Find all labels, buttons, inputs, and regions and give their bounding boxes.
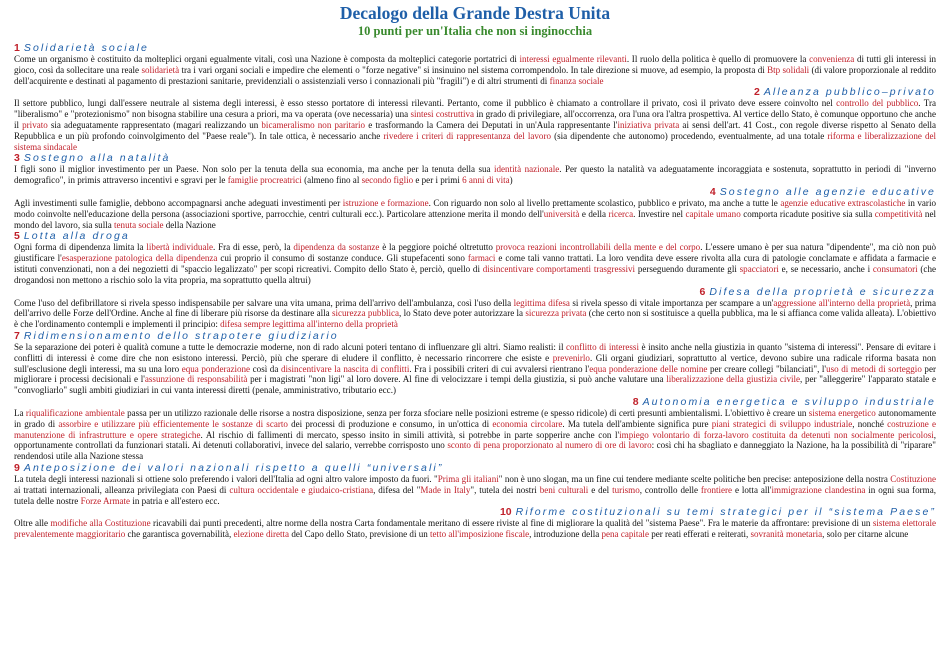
document	[14, 0, 936, 540]
highlighted-text: finanza sociale	[549, 75, 604, 86]
body-text: , solo per citarne alcune	[822, 529, 909, 540]
body-text: dei processi di produzione e consumo, in un'ottica di	[287, 418, 493, 429]
highlighted-text: sconto di pena proporzionato al numero di ore di lavoro	[447, 440, 652, 451]
body-text: La	[14, 407, 26, 418]
highlighted-text: impiego volontario di forza-lavoro costituita da detenuti non socialmente pericolosi	[619, 429, 934, 440]
section-10	[14, 506, 936, 540]
body-text: è insito anche nella giustizia in quanto "sistema di interessi". Pensare di evitare i conflitti di interessi è come dire che non esistono interessi. Perciò, più che sperare di eludere il conflitto, è necessario rincorrere che esiste e	[14, 341, 936, 363]
section-3	[14, 152, 936, 186]
section-heading	[14, 152, 936, 164]
highlighted-text: controllo del pubblico	[836, 98, 919, 109]
body-text: e del	[588, 484, 613, 495]
body-text: per reati efferati e reiterati,	[648, 529, 751, 540]
body-text: , controllo delle	[639, 484, 701, 495]
section-heading	[14, 186, 936, 198]
highlighted-text: assorbire e utilizzare più efficientemente le sostanze di scarto	[58, 418, 288, 429]
section-body	[14, 342, 936, 396]
highlighted-text: legittima difesa	[513, 297, 570, 308]
section-title: Alleanza pubblico–privato	[763, 86, 936, 99]
body-text: di tutti gli interessi in gioco, così da sollecitare una reale	[14, 54, 936, 75]
section-title: Difesa della proprietà e sicurezza	[709, 285, 936, 298]
highlighted-text: capitale umano	[685, 208, 741, 219]
body-text: e per i primi	[413, 175, 463, 186]
highlighted-text: famiglie procreatrici	[227, 175, 302, 186]
body-text: per i magistrati "non ligi" al loro dovere. Al fine di velocizzare i tempi della giustizia, si può anche valutare una	[247, 374, 667, 385]
body-text: tra i vari organi sociali e impedire che elementi o "forze negative" si insinuino nel sistema corrompendolo. In tale direzione si muove, ad esempio, la proposta di	[179, 64, 768, 75]
section-7	[14, 330, 936, 396]
highlighted-text: liberalizzazione della giustizia civile	[666, 374, 801, 385]
section-6	[14, 286, 936, 330]
highlighted-text: cultura occidentale e giudaico-cristiana	[229, 484, 374, 495]
section-body	[14, 408, 936, 462]
highlighted-text: Prima gli italiani	[437, 473, 499, 484]
body-text: e trasformando la Camera dei Deputati in un'Aula rappresentante l'	[365, 119, 618, 130]
section-title: Anteposizione dei valori nazionali rispetto a quelli “universali”	[23, 461, 444, 474]
section-body	[14, 518, 936, 540]
highlighted-text: riforma e liberalizzazione del sistema sindacale	[14, 130, 936, 152]
body-text: perseguendo duramente gli	[635, 263, 740, 274]
highlighted-text: difesa sempre legittima all'interno della proprietà	[220, 319, 398, 330]
body-text: del Capo dello Stato, previsione di un	[289, 529, 431, 540]
section-body	[14, 242, 936, 285]
body-text: e lotta all'	[732, 484, 772, 495]
highlighted-text: frontiere	[700, 484, 733, 495]
highlighted-text: agenzie educative extrascolastiche	[780, 197, 906, 208]
highlighted-text: ricerca	[608, 208, 634, 219]
section-1	[14, 42, 936, 86]
body-text: (che certo non si sostituisce a quella pubblica, ma le si affianca come valida alleata). L'obiettivo è che l'ordinamento contempli e implementi il principio:	[14, 308, 937, 330]
section-heading	[14, 330, 936, 342]
highlighted-text: disincentivare la nascita di conflitti	[280, 363, 410, 374]
highlighted-text: 6 anni di vita	[462, 175, 510, 186]
body-text: e, se necessario, anche i	[778, 263, 873, 274]
body-text: per migliorare i processi decisionali e l'	[14, 363, 936, 385]
highlighted-text: convenienza	[809, 54, 855, 64]
body-text: ricavabili dai punti precedenti, altre norme della nostra Carta fondamentale meritano di essere riviste al fine di migliorare la qualità del "sistema Paese". Fra le materie da affrontare: previsione di un	[150, 518, 873, 529]
page-title: Decalogo della Grande Destra Unita	[339, 3, 611, 23]
highlighted-text: economia circolare	[492, 418, 563, 429]
section-title: Sostegno alla natalità	[23, 152, 171, 165]
highlighted-text: spacciatori	[739, 263, 779, 274]
highlighted-text: sicurezza privata	[525, 308, 587, 319]
section-heading	[14, 86, 936, 98]
highlighted-text: immigrazione clandestina	[771, 484, 866, 495]
highlighted-text: provoca reazioni incontrollabili della mente e del corpo	[495, 242, 701, 253]
section-number: 7	[14, 329, 20, 342]
body-text: . Fra di esse, però, la	[213, 242, 294, 253]
highlighted-text: dipendenza da sostanze	[293, 242, 380, 253]
body-text: I figli sono il miglior investimento per un Paese. Non solo per la tenuta della sua economia, ma anche per la tenuta della sua	[14, 164, 494, 175]
section-body	[14, 474, 936, 506]
highlighted-text: conflitto di interessi	[566, 341, 639, 352]
body-text: , lo Stato deve poter autorizzare la	[399, 308, 526, 319]
highlighted-text: Btp solidali	[767, 64, 810, 75]
highlighted-text: identità nazionale	[494, 164, 560, 175]
body-text: " non è uno slogan, ma un fine cui tendere mediante scelte politiche ben precise: anteposizione della nostra	[498, 473, 891, 484]
highlighted-text: consumatori	[872, 263, 918, 274]
highlighted-text: beni culturali	[539, 484, 589, 495]
body-text: , nonché	[852, 418, 888, 429]
body-text: Come un organismo è costituito da molteplici organi egualmente vitali, così una Nazione è composta da molteplici categorie portatrici di	[14, 54, 520, 64]
section-title: Sostegno alle agenzie educative	[719, 185, 936, 198]
highlighted-text: sovranità monetaria	[750, 529, 823, 540]
highlighted-text: Costituzione	[890, 473, 936, 484]
body-text: Il settore pubblico, lungi dall'essere neutrale al sistema degli interessi, è esso stesso portatore di interessi rilevanti. Pertanto, come il pubblico è chiamato a controllare il privato, così il privato deve essere coinvolto nel	[14, 98, 837, 109]
highlighted-text: turismo	[612, 484, 640, 495]
highlighted-text: costruzione e manutenzione di infrastrutture e opere strategiche	[14, 418, 936, 440]
section-body	[14, 98, 936, 152]
section-2	[14, 86, 936, 152]
section-4	[14, 186, 936, 230]
body-text: si rivela spesso di vitale importanza per scampare a un'	[569, 297, 774, 308]
body-text: e come tali vanno trattati. La loro vendita deve essere rivolta alla cura di patologie conclamate e affidata a farmacie e istituti convenzionati, non a dei negozietti di "spaccio legalizzato" per scopi ricreativi. Compito dello Stato è, perciò, quello di	[14, 253, 936, 274]
section-number: 5	[14, 230, 20, 243]
section-heading	[14, 396, 936, 408]
body-text: La tutela degli interessi nazionali si ottiene solo preferendo i valori dell'Italia ad ogni altro valore imposto da fuori. "	[14, 473, 438, 484]
highlighted-text: riqualificazione ambientale	[25, 407, 125, 418]
section-title: Autonomia energetica e sviluppo industriale	[642, 395, 936, 408]
body-text: per creare collegi "bilanciati", l'	[707, 363, 827, 374]
body-text: Come l'uso del defibrillatore si rivela spesso indispensabile per salvare una vita umana, prima dell'arrivo dell'ambulanza, così l'uso della	[14, 297, 514, 308]
body-text: in ogni sua forma, tutela delle nostre	[14, 484, 936, 506]
section-body	[14, 198, 936, 230]
body-text: . Con riguardo non solo al livello prettamente scolastico, pubblico e privato, ma anche a tutte le	[428, 197, 781, 208]
section-number: 1	[14, 42, 20, 54]
section-number: 4	[709, 185, 716, 198]
highlighted-text: sistema energetico	[808, 407, 876, 418]
section-body	[14, 54, 936, 86]
body-text: , prima dell'arrivo delle Forze dell'Ordine. Anche al fine di liberare più risorse da destinare alla	[14, 297, 936, 319]
section-number: 9	[14, 461, 20, 474]
body-text: ai trattati internazionali, alleanza privilegiata con Paesi di	[14, 484, 230, 495]
body-text: : così chi ha sbagliato e danneggiato la Nazione, ha la possibilità di "riparare" rendendosi utile alla Nazione stessa	[14, 440, 936, 462]
section-number: 3	[14, 152, 20, 165]
body-text: è la peggiore poiché oltretutto	[379, 242, 496, 253]
body-text: . Gli organi giudiziari, soprattutto al vertice, devono subire una radicale riforma basata non sull'esclusione degli interessi, ma su una loro	[14, 352, 936, 374]
body-text: . Tra "liberalismo" e "protezionismo" non bisogna stabilire una cesura a priori, ma va operata (ove necessaria) una	[14, 98, 936, 120]
highlighted-text: sistema elettorale prevalentemente maggioritario	[14, 518, 937, 540]
body-text: e della	[579, 208, 609, 219]
highlighted-text: modifiche alla Costituzione	[50, 518, 151, 529]
highlighted-text: aggressione all'interno della proprietà	[773, 297, 911, 308]
body-text: . Il ruolo della politica è quello di promuovere la	[626, 54, 810, 64]
body-text: cui proprio il consumo di sostanze conduce. Gli stupefacenti sono	[217, 253, 468, 264]
highlighted-text: rivedere i criteri di rappresentanza del lavoro	[383, 130, 551, 141]
body-text: autonomamente in grado di	[14, 407, 936, 429]
highlighted-text: tenuta sociale	[114, 219, 164, 230]
section-title: Solidarietà sociale	[23, 42, 149, 54]
section-body	[14, 164, 936, 186]
body-text: (di valore proporzionale al reddito dell'acquirente e destinati al pagamento di prestazioni sanitarie, previdenziali o assistenziali verso i connazionali più "fragili") e di altri strumenti di	[14, 64, 937, 86]
body-text: Ogni forma di dipendenza limita la	[14, 242, 147, 253]
body-text: della Nazione	[163, 219, 216, 230]
highlighted-text: solidarietà	[141, 64, 180, 75]
body-text: )	[509, 175, 513, 186]
body-text: , introduzione della	[529, 529, 602, 540]
body-text: passa per un utilizzo razionale delle risorse a nostra disposizione, senza per forza sfociare nelle posizioni estreme (e spesso ridicole) di certi presunti ambientalismi. L'obiettivo è creare un	[124, 407, 809, 418]
section-number: 6	[699, 285, 706, 298]
highlighted-text: tetto all'imposizione fiscale	[430, 529, 530, 540]
body-text: ai sensi dell'art. 41 Cost., con regole diverse rispetto al Senato della Repubblica e un più profondo coinvolgimento del "Paese reale"). In tale ottica, è necessario anche	[14, 119, 937, 141]
body-text: Se la separazione dei poteri è qualità comune a tutte le democrazie moderne, non di rado alcuni poteri tentano di influenzare gli altri. Siamo realisti: il	[14, 341, 567, 352]
body-text: sia adeguatamente rappresentato (magari realizzando un	[47, 119, 262, 130]
highlighted-text: libertà individuale	[146, 242, 214, 253]
body-text: nel mondo del lavoro, sia sulla	[14, 208, 936, 230]
highlighted-text: sicurezza pubblica	[331, 308, 400, 319]
body-text: (che drogandosi non mettono a rischio solo la vita propria, ma soprattutto quella altrui)	[14, 263, 936, 285]
page-subtitle: 10 punti per un'Italia che non si inginocchia	[357, 24, 593, 38]
body-text: . Fra i possibili criteri di cui avvalersi rientrano l'	[409, 363, 590, 374]
highlighted-text: Made in Italy	[420, 484, 471, 495]
highlighted-text: uso di metodi di sorteggio	[826, 363, 922, 374]
body-text: , opportunamente controllati da funzionari statali. Ai detenuti collaborativi, invece del salario, verrebbe corrisposto uno	[14, 429, 937, 451]
section-title: Lotta alla droga	[23, 230, 130, 243]
highlighted-text: bicameralismo non paritario	[261, 119, 366, 130]
highlighted-text: pena capitale	[601, 529, 649, 540]
highlighted-text: sintesi costruttiva	[410, 109, 475, 120]
body-text: , difesa del "	[373, 484, 421, 495]
body-text: Oltre alle	[14, 518, 51, 529]
section-8	[14, 396, 936, 462]
body-text: (sia dipendente che autonomo) procedendo, eventualmente, ad una totale	[551, 130, 828, 141]
highlighted-text: disincentivare comportamenti trasgressivi	[482, 263, 636, 274]
highlighted-text: equa ponderazione delle nomine	[589, 363, 708, 374]
section-heading	[14, 286, 936, 298]
highlighted-text: istruzione e formazione	[342, 197, 429, 208]
section-9	[14, 462, 936, 506]
section-heading	[14, 230, 936, 242]
highlighted-text: università	[543, 208, 580, 219]
body-text: comporta ricadute positive sia sulla	[740, 208, 875, 219]
section-title: Riforme costituzionali su temi strategici per il “sistema Paese”	[515, 506, 936, 519]
highlighted-text: esasperazione patologica della dipendenza	[61, 253, 218, 264]
section-5	[14, 230, 936, 285]
highlighted-text: elezione diretta	[233, 529, 290, 540]
highlighted-text: privato	[22, 119, 48, 130]
section-number: 8	[632, 395, 639, 408]
highlighted-text: piani strategici di sviluppo industriale	[711, 418, 853, 429]
body-text: (almeno fino al	[301, 175, 362, 186]
section-heading	[14, 42, 936, 54]
section-number: 2	[753, 86, 760, 99]
section-heading	[14, 506, 936, 518]
body-text: che garantisca governabilità,	[125, 529, 234, 540]
body-text: . Per questo la natalità va adeguatamente incoraggiata e sostenuta, soprattutto in periodi di "inverno demografico", in primis attraverso incentivi e sgravi per le	[14, 164, 936, 186]
body-text: in patria e all'estero ecc.	[130, 495, 220, 506]
body-text: così da	[250, 363, 281, 374]
body-text: , per "alleggerire" l'apparato statale e "convogliarlo" sugli ambiti giudiziari in cui vanta interessi diretti (penale, amministrativo, tributario ecc.)	[14, 374, 936, 396]
body-text: ", tutela dei nostri	[470, 484, 540, 495]
highlighted-text: secondo figlio	[361, 175, 414, 186]
highlighted-text: iniziativa privata	[617, 119, 680, 130]
section-title: Ridimensionamento dello strapotere giudiziario	[23, 329, 339, 342]
section-number: 10	[499, 506, 512, 519]
body-text: in grado di privilegiare, all'occorrenza, ora l'una ora l'altra prospettiva. Al vertice dello Stato, è comunque opportuno che anche il	[14, 109, 936, 130]
body-text: . Al rischio di fallimenti di mercato, spesso insito in simili attività, si potrebbe in parte sopperire anche con l'	[200, 429, 620, 440]
body-text: . L'essere umano è per sua natura "dipendente", ma ciò non può giustificare l'	[14, 242, 937, 264]
highlighted-text: competitività	[874, 208, 923, 219]
highlighted-text: farmaci	[467, 253, 496, 264]
highlighted-text: Forze Armate	[80, 495, 131, 506]
highlighted-text: prevenirlo	[552, 352, 590, 363]
sections-container	[14, 42, 936, 540]
section-body	[14, 298, 936, 330]
highlighted-text: equa ponderazione	[181, 363, 251, 374]
highlighted-text: interessi egualmente rilevanti	[519, 54, 627, 64]
body-text: . Ma tutela dell'ambiente significa pure	[562, 418, 712, 429]
body-text: . Investire nel	[633, 208, 686, 219]
section-heading	[14, 462, 936, 474]
body-text: in vario modo coinvolte nell'educazione della persona (associazioni sportive, parrocchie, centri culturali ecc.). Particolare attenzione merita il mondo dell'	[14, 197, 936, 219]
body-text: Agli investimenti sulle famiglie, debbono accompagnarsi anche adeguati investimenti per	[14, 197, 343, 208]
highlighted-text: assunzione di responsabilità	[144, 374, 248, 385]
